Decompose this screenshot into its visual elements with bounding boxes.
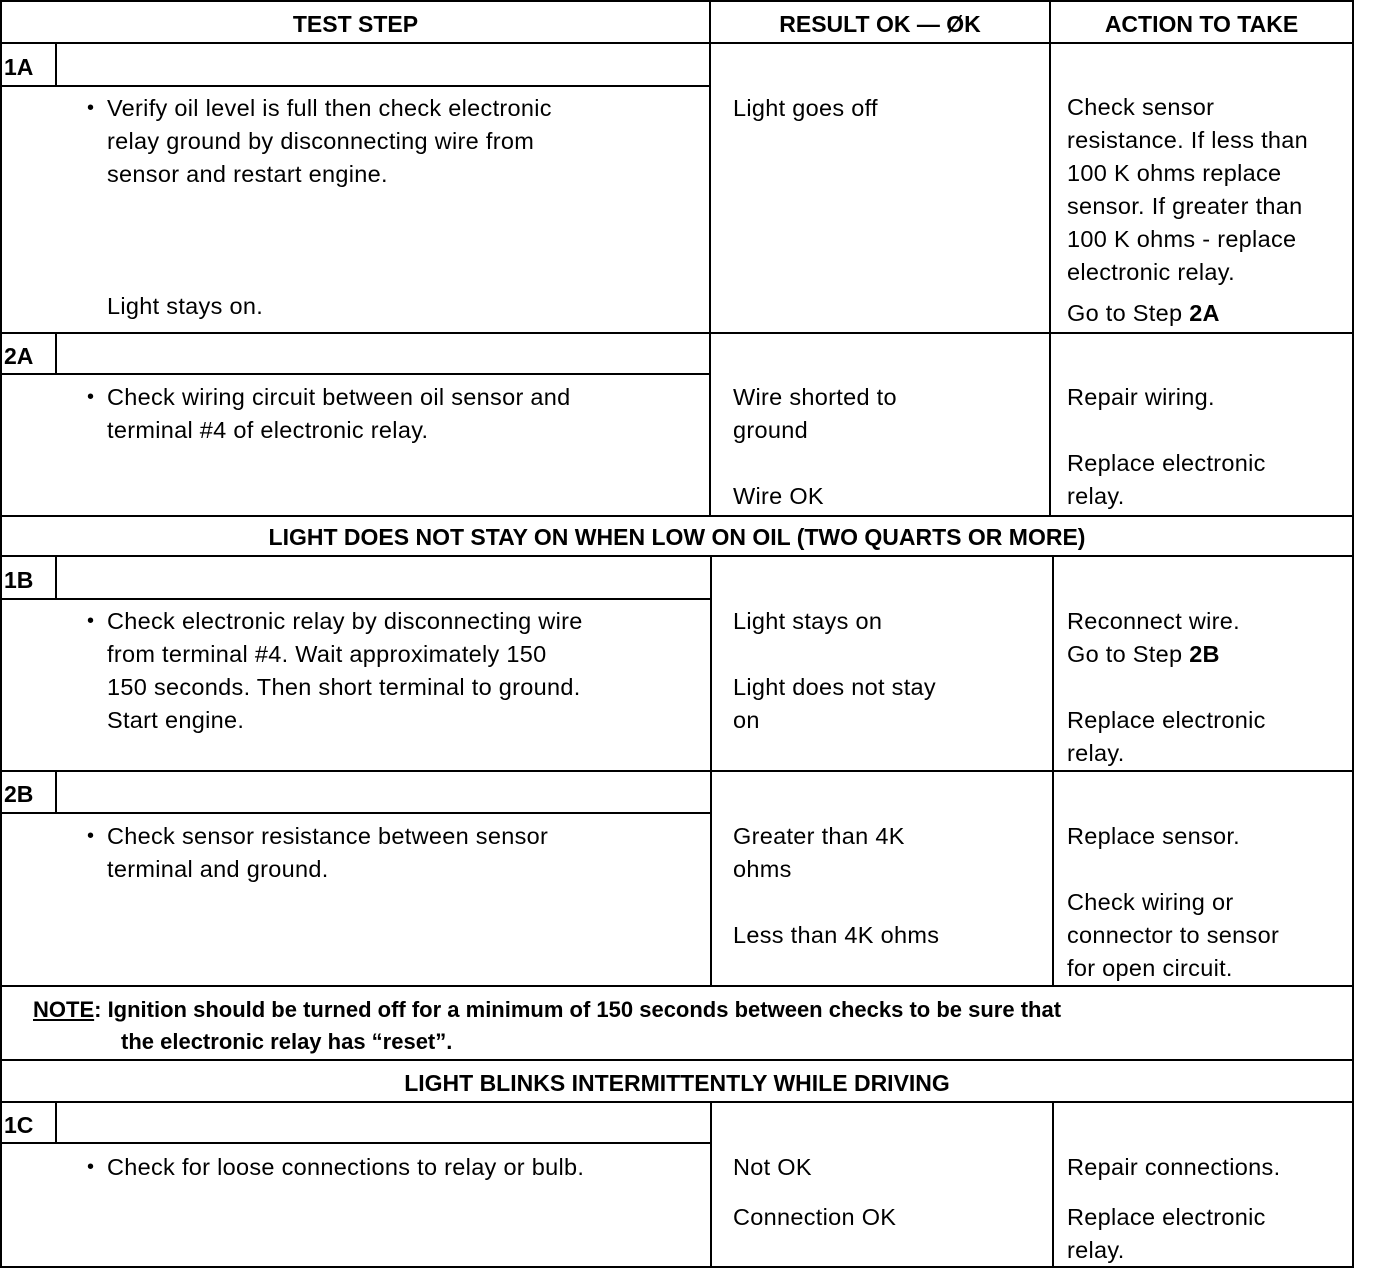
- action-text: Repair connections.: [1067, 1154, 1281, 1180]
- row-divider-section1: [0, 555, 1354, 557]
- action-text: resistance. If less than: [1067, 127, 1309, 153]
- bullet-icon: •: [87, 97, 95, 119]
- action-text: Replace electronic: [1067, 707, 1266, 733]
- action-text: Check wiring or: [1067, 889, 1234, 915]
- bullet-icon: •: [87, 825, 95, 847]
- test-text: Start engine.: [107, 707, 245, 733]
- result-text: ground: [733, 417, 808, 443]
- action-text: relay.: [1067, 1237, 1125, 1263]
- test-text: Check sensor resistance between sensor: [107, 823, 549, 849]
- result-text: Light does not stay: [733, 674, 936, 700]
- result-text: Less than 4K ohms: [733, 922, 940, 948]
- step-number: 1B: [4, 567, 34, 593]
- bullet-icon: •: [87, 610, 95, 632]
- step-number: 1C: [4, 1112, 34, 1138]
- result-text: Wire OK: [733, 483, 824, 509]
- result-text: Light goes off: [733, 95, 878, 121]
- result-text: Light stays on: [733, 608, 883, 634]
- action-text: relay.: [1067, 740, 1125, 766]
- row-divider-section2: [0, 1101, 1354, 1103]
- bullet-icon: •: [87, 386, 95, 408]
- bullet-icon: •: [87, 1156, 95, 1178]
- table-border-right: [1352, 0, 1354, 1268]
- header-result: RESULT OK — ØK: [779, 11, 981, 37]
- action-text: electronic relay.: [1067, 259, 1235, 285]
- action-text: 100 K ohms - replace: [1067, 226, 1297, 252]
- table-border-top: [0, 0, 1354, 2]
- section-heading-low-oil: LIGHT DOES NOT STAY ON WHEN LOW ON OIL (TWO QUARTS OR MORE): [268, 524, 1086, 550]
- action-text: sensor. If greater than: [1067, 193, 1303, 219]
- col-divider-1: [709, 0, 711, 516]
- test-text: Check wiring circuit between oil sensor and: [107, 384, 571, 410]
- result-text: on: [733, 707, 760, 733]
- action-text: Repair wiring.: [1067, 384, 1215, 410]
- row-divider-1b: [0, 770, 1354, 772]
- action-text: Replace sensor.: [1067, 823, 1241, 849]
- test-text: sensor and restart engine.: [107, 161, 388, 187]
- action-text: Replace electronic: [1067, 1204, 1266, 1230]
- action-text: 100 K ohms replace: [1067, 160, 1282, 186]
- action-text: connector to sensor: [1067, 922, 1280, 948]
- note-label: NOTE: [33, 997, 95, 1022]
- result-text: Connection OK: [733, 1204, 897, 1230]
- goto-step: Go to Step 2A: [1067, 300, 1220, 326]
- table-border-bottom: [0, 1266, 1354, 1268]
- row-divider-2a: [0, 515, 1354, 517]
- col-divider-1c: [710, 1102, 712, 1268]
- step-number: 2A: [4, 343, 34, 369]
- test-text: from terminal #4. Wait approximately 150: [107, 641, 547, 667]
- section-heading-blinks: LIGHT BLINKS INTERMITTENTLY WHILE DRIVING: [404, 1070, 950, 1096]
- result-text: ohms: [733, 856, 792, 882]
- col-divider-2: [1049, 0, 1051, 516]
- test-text: terminal #4 of electronic relay.: [107, 417, 429, 443]
- header-divider: [0, 42, 1354, 44]
- note-line-1: NOTE: Ignition should be turned off for a minimum of 150 seconds between checks to be sure that: [33, 997, 1062, 1022]
- col-divider-2c: [1052, 1102, 1054, 1268]
- result-text: Greater than 4K: [733, 823, 905, 849]
- test-text: Verify oil level is full then check electronic: [107, 95, 552, 121]
- action-text: for open circuit.: [1067, 955, 1233, 981]
- test-text: 150 seconds. Then short terminal to ground.: [107, 674, 581, 700]
- row-divider-1a: [0, 332, 1354, 334]
- note-line-2: the electronic relay has “reset”.: [121, 1029, 453, 1054]
- action-text: Reconnect wire.: [1067, 608, 1240, 634]
- action-text: Replace electronic: [1067, 450, 1266, 476]
- row-divider-note: [0, 1059, 1354, 1061]
- test-text: Check electronic relay by disconnecting wire: [107, 608, 583, 634]
- goto-step: Go to Step 2B: [1067, 641, 1220, 667]
- step-number: 2B: [4, 781, 34, 807]
- result-text: Wire shorted to: [733, 384, 897, 410]
- header-action: ACTION TO TAKE: [1104, 11, 1299, 37]
- header-test-step: TEST STEP: [292, 11, 419, 37]
- step-number: 1A: [4, 54, 34, 80]
- test-text: relay ground by disconnecting wire from: [107, 128, 535, 154]
- test-text: Check for loose connections to relay or bulb.: [107, 1154, 585, 1180]
- test-text: Light stays on.: [107, 293, 264, 319]
- test-text: terminal and ground.: [107, 856, 329, 882]
- action-text: relay.: [1067, 483, 1125, 509]
- result-text: Not OK: [733, 1154, 812, 1180]
- row-divider-2b: [0, 985, 1354, 987]
- action-text: Check sensor: [1067, 94, 1215, 120]
